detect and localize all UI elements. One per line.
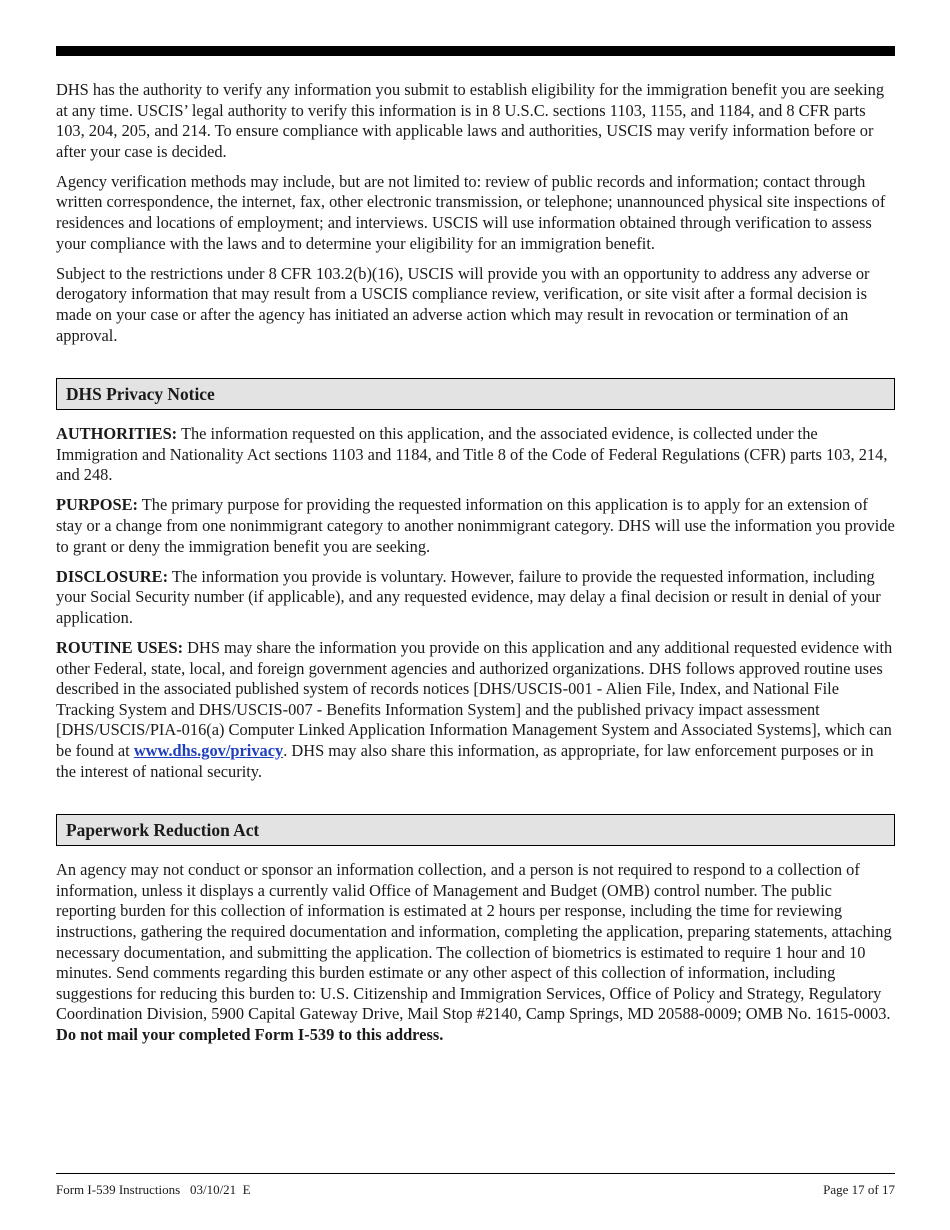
routine-uses-text: DHS may share the information you provide on this application and any additional requested evidence with other Federal, state, local, and foreign government agencies and authorized organizations. DHS follows approved routine uses described in the associated published system of records notices [DHS/USCIS-001 - Alien File, Index, and National File Tracking System and DHS/USCIS-007 - Benefits Information System] and the published privacy impact assessment [DHS/USCIS/PIA-016(a) Computer Linked Application Information Management System and Associated Systems], which can be found at — [56, 637, 893, 760]
dhs-privacy-link[interactable]: www.dhs.gov/privacy — [133, 740, 284, 760]
do-not-mail-notice: Do not mail your completed Form I-539 to this address. — [56, 1024, 444, 1044]
form-id-label: Form I-539 Instructions 03/10/21 E — [56, 1182, 251, 1197]
page-content — [56, 80, 895, 1055]
page-number: Page 17 of 17 — [823, 1182, 895, 1197]
routine-uses-label: ROUTINE USES: — [56, 637, 184, 657]
intro-paragraph-1: DHS has the authority to verify any information you submit to establish eligibility for the immigration benefit you are seeking at any time. USCIS’ legal authority to verify this information is in 8 U.S.C. sections 1103, 1155, and 1184, and 8 CFR parts 103, 204, 205, and 214. To ensure compliance with applicable laws and authorities, USCIS may verify information before or after your case is decided. — [56, 80, 885, 161]
intro-paragraph-3: Subject to the restrictions under 8 CFR 103.2(b)(16), USCIS will provide you with an opportunity to address any adverse or derogatory information that may result from a USCIS compliance review, verification, or site visit after a formal decision is made on your case or after the agency has initiated an adverse action which may result in revocation or termination of an approval. — [56, 263, 870, 345]
authorities-label: AUTHORITIES: — [56, 424, 178, 444]
purpose-label: PURPOSE: — [56, 495, 138, 515]
footer-rule — [56, 1173, 895, 1174]
purpose-paragraph — [56, 495, 895, 557]
purpose-text: The primary purpose for providing the requested information on this application is to apply for an extension of stay or a change from one nonimmigrant category to another nonimmigrant category. DHS will use the information you provide to grant or deny the immigration benefit you are seeking. — [56, 495, 895, 556]
authorities-text: The information requested on this application, and the associated evidence, is collected under the Immigration and Nationality Act sections 1103 and 1184, and Title 8 of the Code of Federal Regulations (CFR) parts 103, 214, and 248. — [56, 424, 888, 485]
routine-uses-text-end: . DHS may also share this information, as appropriate, for law enforcement purposes or in the interest of national security. — [56, 740, 874, 781]
authorities-paragraph — [56, 424, 895, 486]
disclosure-paragraph — [56, 567, 895, 629]
paperwork-text: An agency may not conduct or sponsor an information collection, and a person is not required to respond to a collection of information, unless it displays a currently valid Office of Management and Budget (OMB) control number. The public reporting burden for this collection of information is estimated at 2 hours per response, including the time for reviewing instructions, gathering the required documentation and information, completing the application, preparing statements, attaching necessary documentation, and submitting the application. The collection of biometrics is estimated to require 1 hour and 10 minutes. Send comments regarding this burden estimate or any other aspect of this collection of information, including suggestions for reducing this burden to: U.S. Citizenship and Immigration Services, Office of Policy and Strategy, Regulatory Coordination Division, 5900 Capital Gateway Drive, Mail Stop #2140, Camp Springs, MD 20588-0009; OMB No. 1615-0003. — [56, 860, 892, 1024]
disclosure-label: DISCLOSURE: — [56, 566, 169, 586]
top-double-rule — [56, 46, 895, 56]
page-footer — [56, 1182, 895, 1198]
privacy-notice-header: DHS Privacy Notice — [56, 378, 895, 410]
routine-uses-paragraph — [56, 638, 895, 782]
paperwork-reduction-header: Paperwork Reduction Act — [56, 814, 895, 846]
disclosure-text: The information you provide is voluntary. However, failure to provide the requested information, including your Social Security number (if applicable), and any requested evidence, may delay a final decision or result in denial of your application. — [56, 566, 881, 627]
paperwork-paragraph — [56, 860, 895, 1045]
intro-paragraph-2: Agency verification methods may include, but are not limited to: review of public records and information; contact through written correspondence, the internet, fax, other electronic transmission, or telephone; unannounced physical site inspections of residences and locations of employment; and interviews. USCIS will use information obtained through verification to assess your compliance with the laws and to determine your eligibility for an immigration benefit. — [56, 171, 886, 253]
